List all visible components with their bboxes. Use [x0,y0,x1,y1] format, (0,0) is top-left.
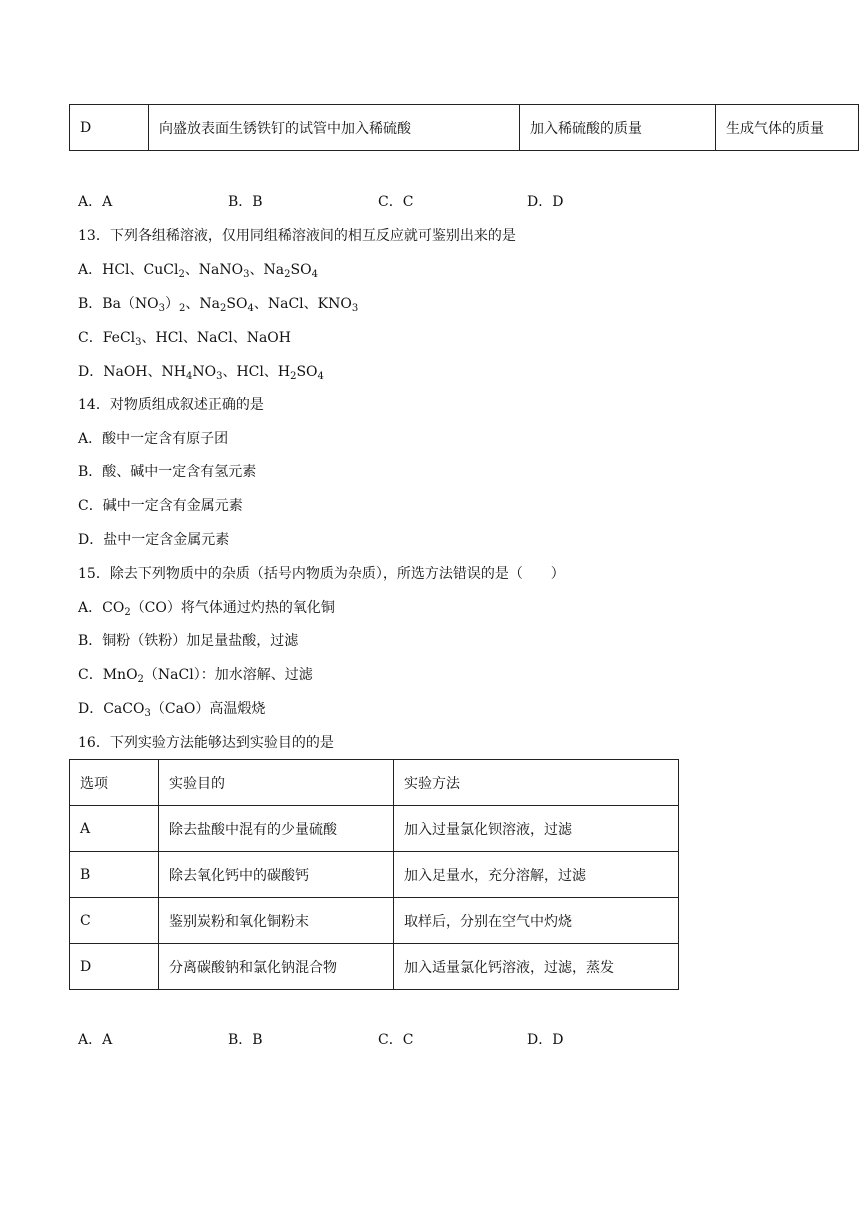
table-cell: D [70,105,149,151]
q14-option-b: B．酸、碱中一定含有氢元素 [78,464,257,480]
table-cell: 生成气体的质量 [716,105,859,151]
q12-choices [78,192,778,212]
q14-option-a: A．酸中一定含有原子团 [78,431,229,447]
choice-a: A．A [78,194,113,210]
table-cell: 取样后，分别在空气中灼烧 [394,898,679,944]
choice-c: C．C [378,1032,414,1048]
q15-option-a: A．$CO_2(CO)$将气体通过灼热的氧化铜 [78,600,335,618]
q15-stem: 15．除去下列物质中的杂质（括号内物质为杂质），所选方法错误的是（ ） [78,566,565,582]
q13-option-b: B．$Ba(NO_3)_2$、$Na_2SO_4$、NaCl、$KNO_3$ [78,296,359,314]
q12-table-fragment [69,104,859,151]
q13-option-a: A．HCl、CuCl$_2$、NaNO$_3$、$Na_2SO_4$ [78,262,318,280]
choice-b: B．B [228,1032,263,1048]
table-row [70,898,679,944]
table-cell: 加入足量水，充分溶解，过滤 [394,852,679,898]
q15-option-c: C．MnO$_2$（NaCl）：加水溶解、过滤 [78,667,313,685]
table-cell: D [70,944,159,990]
q14-option-d: D．盐中一定含金属元素 [78,532,230,548]
q16-stem: 16．下列实验方法能够达到实验目的的是 [78,735,334,751]
q13-option-d: D．NaOH、$NH_4NO_3$、HCl、$H_2SO_4$ [78,364,324,382]
q13-option-c: C．FeCl$_3$、HCl、NaCl、NaOH [78,330,291,348]
q14-option-c: C．碱中一定含有金属元素 [78,498,243,514]
q15-option-d: D．CaCO$_3$（CaO）高温煅烧 [78,701,266,719]
table-cell: 加入过量氯化钡溶液，过滤 [394,806,679,852]
table-cell: 鉴别炭粉和氧化铜粉末 [159,898,394,944]
table-cell: 加入稀硫酸的质量 [520,105,716,151]
table-cell: 加入适量氯化钙溶液，过滤，蒸发 [394,944,679,990]
table-cell: C [70,898,159,944]
q13-stem: 13．下列各组稀溶液，仅用同组稀溶液间的相互反应就可鉴别出来的是 [78,228,516,244]
table-row [70,806,679,852]
choice-b: B．B [228,194,263,210]
q14-stem: 14．对物质组成叙述正确的是 [78,397,264,413]
table-header-cell: 实验方法 [394,760,679,806]
table-row [70,852,679,898]
choice-d: D．D [527,1032,564,1048]
table-row [70,105,859,151]
table-cell: B [70,852,159,898]
table-cell: 除去氧化钙中的碳酸钙 [159,852,394,898]
q16-choices [78,1030,778,1050]
table-cell: 除去盐酸中混有的少量硫酸 [159,806,394,852]
table-cell: 分离碳酸钠和氯化钠混合物 [159,944,394,990]
table-cell: 向盛放表面生锈铁钉的试管中加入稀硫酸 [149,105,520,151]
table-header-cell: 选项 [70,760,159,806]
table-cell: A [70,806,159,852]
q16-table [69,759,679,990]
choice-d: D．D [527,194,564,210]
choice-a: A．A [78,1032,113,1048]
q15-option-b: B．铜粉（铁粉）加足量盐酸，过滤 [78,633,299,649]
table-header-cell: 实验目的 [159,760,394,806]
table-header-row [70,760,679,806]
table-row [70,944,679,990]
choice-c: C．C [378,194,414,210]
